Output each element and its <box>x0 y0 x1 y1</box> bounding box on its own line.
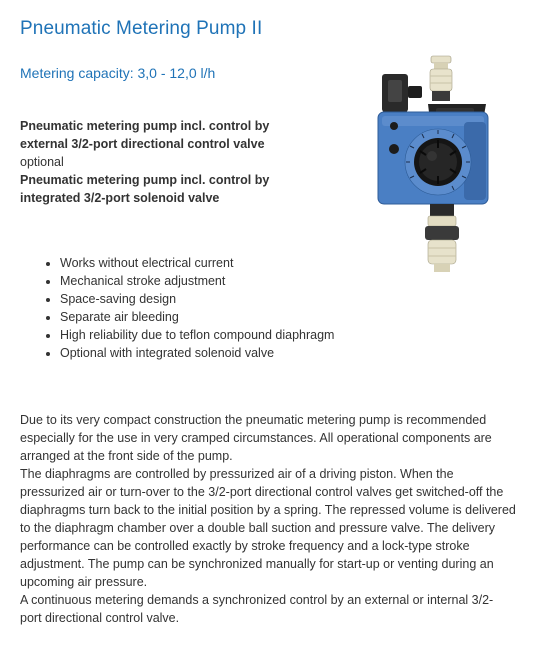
variant-external-line-2: external 3/2-port directional control valve <box>20 137 265 151</box>
description-line: pressurized air or turn-over to the 3/2-port directional control valves get switched-off the <box>20 485 504 499</box>
description-line: to the diaphragm chamber over a double ball suction and pressure valve. The delivery <box>20 521 496 535</box>
list-item: • High reliability due to teflon compound diaphragm <box>60 326 334 344</box>
variant-integrated-line-1: Pneumatic metering pump incl. control by <box>20 173 270 187</box>
list-item: • Optional with integrated solenoid valve <box>60 344 334 362</box>
metering-pump-photo <box>368 48 513 288</box>
list-item: • Separate air bleeding <box>60 308 334 326</box>
list-item: • Space-saving design <box>60 290 334 308</box>
description-line: upcoming air pressure. <box>20 575 148 589</box>
description-line: arranged at the front side of the pump. <box>20 449 233 463</box>
optional-label: optional <box>20 155 64 169</box>
list-item: • Works without electrical current <box>60 254 334 272</box>
description-line: performance can be controlled exactly by stroke frequency and a lock-type stroke <box>20 539 470 553</box>
description-line: especially for the use in very cramped circumstances. All operational components are <box>20 431 492 445</box>
metering-capacity-heading: Metering capacity: 3,0 - 12,0 l/h <box>20 65 216 81</box>
description-line: The diaphragms are controlled by pressurized air of a driving piston. When the <box>20 467 454 481</box>
variant-integrated-line-2: integrated 3/2-port solenoid valve <box>20 191 220 205</box>
pump-variants <box>20 117 320 207</box>
description-line: port directional control valve. <box>20 611 180 625</box>
product-description <box>20 411 525 627</box>
page-title: Pneumatic Metering Pump II <box>20 18 263 39</box>
description-line: Due to its very compact construction the pneumatic metering pump is recommended <box>20 413 487 427</box>
variant-external-line-1: Pneumatic metering pump incl. control by <box>20 119 270 133</box>
description-line: A continuous metering demands a synchronized control by an external or internal 3/2- <box>20 593 494 607</box>
list-item: • Mechanical stroke adjustment <box>60 272 334 290</box>
feature-list <box>42 254 334 362</box>
description-line: diaphragms turn back to the initial position by a spring. The repressed volume is delivered <box>20 503 516 517</box>
description-line: adjustment. The pump can be synchronized manually for start-up or venting during an <box>20 557 494 571</box>
